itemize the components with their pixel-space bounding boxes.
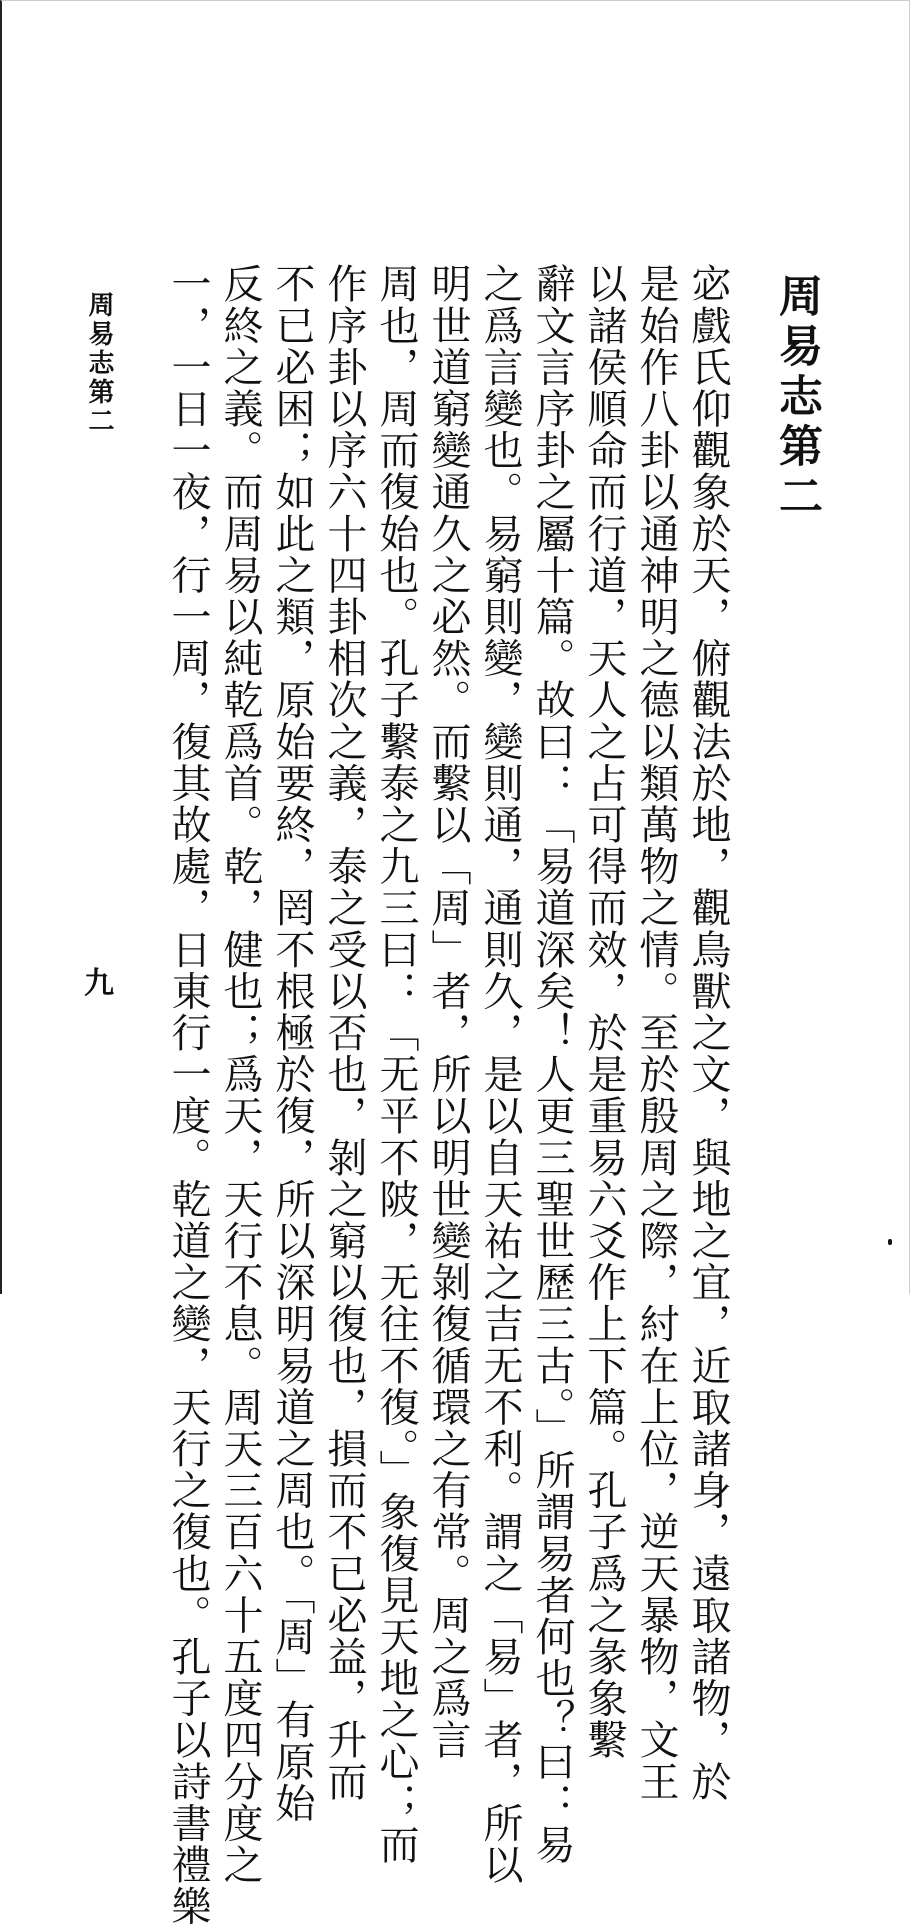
text-line-4: 辭文言序卦之屬十篇。故曰：「易道深矣！人更三聖世歷三古。」所謂易者何也？曰：易 <box>529 263 575 1866</box>
running-header: 周易志第二 <box>84 291 114 436</box>
text-line-2: 是始作八卦以通神明之德以類萬物之情。至於殷周之際，紂在上位，逆天暴物，文王 <box>633 263 679 1803</box>
text-line-9: 不已必困；如此之類，原始要終，罔不根極於復，所以深明易道之周也。「周」有原始 <box>269 263 315 1824</box>
text-line-10: 反終之義。而周易以純乾爲首。乾，健也；爲天，天行不息。周天三百六十五度四分度之 <box>217 263 263 1886</box>
text-line-7: 周也，周而復始也。孔子繫泰之九三曰：「无平不陂，无往不復。」象復見天地之心；而 <box>373 263 419 1866</box>
text-line-6: 明世道窮變通久之必然。而繫以「周」者，所以明世變剝復循環之有常。周之爲言 <box>425 263 471 1761</box>
text-line-3: 以諸侯順命而行道，天人之占可得而效，於是重易六爻作上下篇。孔子爲之彖象繫 <box>581 263 627 1761</box>
chapter-title: 周易志第二 <box>771 273 822 523</box>
ink-speck <box>888 1239 892 1245</box>
text-line-8: 作序卦以序六十四卦相次之義，泰之受以否也，剝之窮以復也，損而不已必益，升而 <box>321 263 367 1803</box>
text-line-5: 之爲言變也。易窮則變，變則通，通則久，是以自天祐之吉无不利。謂之「易」者，所以 <box>477 263 523 1886</box>
text-line-1: 宓戲氏仰觀象於天，俯觀法於地，觀鳥獸之文，與地之宜，近取諸身，遠取諸物，於 <box>685 263 731 1803</box>
page-number: 九 <box>84 966 114 1001</box>
text-line-11: 一，一日一夜，行一周，復其故處，日東行一度。乾道之變，天行之復也。孔子以詩書禮樂 <box>165 263 211 1927</box>
